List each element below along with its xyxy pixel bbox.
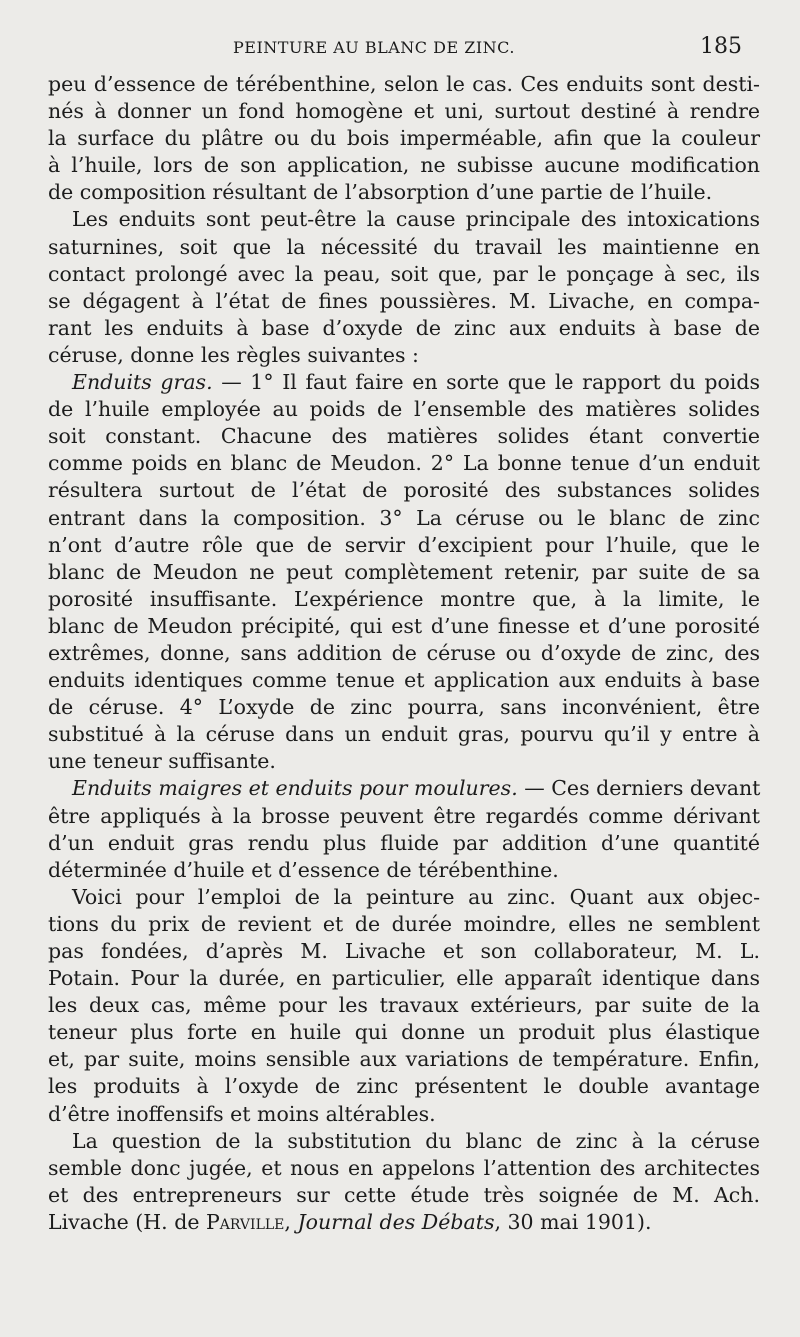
text-line: blanc de Meudon précipité, qui est d’une finesse et d’une porosité: [48, 613, 760, 638]
text-line: porosité insuffisante. L’expérience montre que, à la limite, le: [48, 586, 760, 611]
text-line: entrant dans la composition. 3° La céruse ou le blanc de zinc: [48, 505, 760, 530]
text-line: substitué à la céruse dans un enduit gras, pourvu qu’il y entre à: [48, 722, 760, 747]
text-line: peu d’essence de térébenthine, selon le cas. Ces enduits sont desti-: [48, 72, 760, 96]
text-line: céruse, donne les règles suivantes :: [48, 342, 419, 367]
text-line: rant les enduits à base d’oxyde de zinc aux enduits à base de: [48, 315, 760, 340]
text-line: comme poids en blanc de Meudon. 2° La bonne tenue d’un enduit: [48, 451, 760, 476]
text-line: d’être inoffensifs et moins altérables.: [48, 1101, 436, 1126]
text-line: enduits identiques comme tenue et application aux enduits à base: [48, 668, 760, 693]
text-line: extrêmes, donne, sans addition de céruse ou d’oxyde de zinc, des: [48, 640, 760, 665]
text-line: de composition résultant de l’absorption d’une partie de l’huile.: [48, 180, 713, 205]
text-line: soit constant. Chacune des matières solides étant convertie: [48, 424, 760, 449]
text-line: pas fondées, d’après M. Livache et son collaborateur, M. L.: [48, 939, 760, 963]
text-line: résultera surtout de l’état de porosité des substances solides: [48, 478, 760, 503]
text-line: une teneur suffisante.: [48, 749, 276, 774]
journal-title: Journal des Débats: [297, 1209, 495, 1234]
page-header: [0, 30, 800, 70]
text-line: d’un enduit gras rendu plus fluide par addition d’une quantité: [48, 830, 760, 855]
text-line: Les enduits sont peut-être la cause principale des intoxications: [72, 207, 760, 232]
text-line: n’ont d’autre rôle que de servir d’excipient pour l’huile, que le: [48, 532, 760, 557]
text-line: se dégagent à l’état de fines poussières. M. Livache, en compa-: [48, 288, 760, 313]
text-line: et des entrepreneurs sur cette étude très soignée de M. Ach.: [48, 1182, 760, 1207]
section-heading-italic: Enduits gras.: [72, 370, 213, 395]
text-line: teneur plus forte en huile qui donne un produit plus élastique: [48, 1020, 760, 1045]
text-line: Potain. Pour la durée, en particulier, elle apparaît identique dans: [48, 966, 760, 991]
text-line: et, par suite, moins sensible aux variations de température. Enfin,: [48, 1047, 760, 1072]
text-line: Enduits maigres et enduits pour moulures. — Ces derniers devant: [72, 776, 761, 801]
text-line: les deux cas, même pour les travaux extérieurs, par suite de la: [48, 993, 760, 1018]
text-line: les produits à l’oxyde de zinc présentent le double avantage: [48, 1074, 760, 1099]
text-line: la surface du plâtre ou du bois imperméable, afin que la couleur: [48, 126, 760, 151]
section-heading-italic: Enduits maigres et enduits pour moulures.: [72, 776, 518, 801]
page-number: 185: [700, 34, 742, 59]
text-line: tions du prix de revient et de durée moindre, elles ne semblent: [48, 911, 760, 936]
text-line: contact prolongé avec la peau, soit que, par le ponçage à sec, ils: [48, 261, 760, 286]
text-line: blanc de Meudon ne peut complètement retenir, par suite de sa: [48, 559, 760, 584]
text-line: Voici pour l’emploi de la peinture au zinc. Quant aux objec-: [72, 884, 760, 909]
text-line: saturnines, soit que la nécessité du travail les maintienne en: [48, 234, 760, 259]
text-line: être appliqués à la brosse peuvent être regardés comme dérivant: [48, 803, 760, 828]
author-name: Parville: [205, 1209, 285, 1234]
running-title: PEINTURE AU BLANC DE ZINC.: [233, 38, 515, 57]
text-line: semble donc jugée, et nous en appelons l’attention des architectes: [48, 1155, 760, 1180]
text-line: La question de la substitution du blanc de zinc à la céruse: [72, 1128, 760, 1153]
body-text: [48, 71, 760, 1236]
text-line: de céruse. 4° L’oxyde de zinc pourra, sans inconvénient, être: [48, 695, 760, 720]
text-line: Enduits gras. — 1° Il faut faire en sorte que le rapport du poids: [72, 370, 760, 395]
text-line: déterminée d’huile et d’essence de térébenthine.: [48, 857, 559, 882]
citation-line: Livache (H. de Parville, Journal des Débats, 30 mai 1901).: [48, 1209, 652, 1234]
text-line: à l’huile, lors de son application, ne subisse aucune modification: [48, 153, 760, 178]
text-line: nés à donner un fond homogène et uni, surtout destiné à rendre: [48, 99, 760, 124]
text-line: de l’huile employée au poids de l’ensemble des matières solides: [48, 397, 760, 422]
